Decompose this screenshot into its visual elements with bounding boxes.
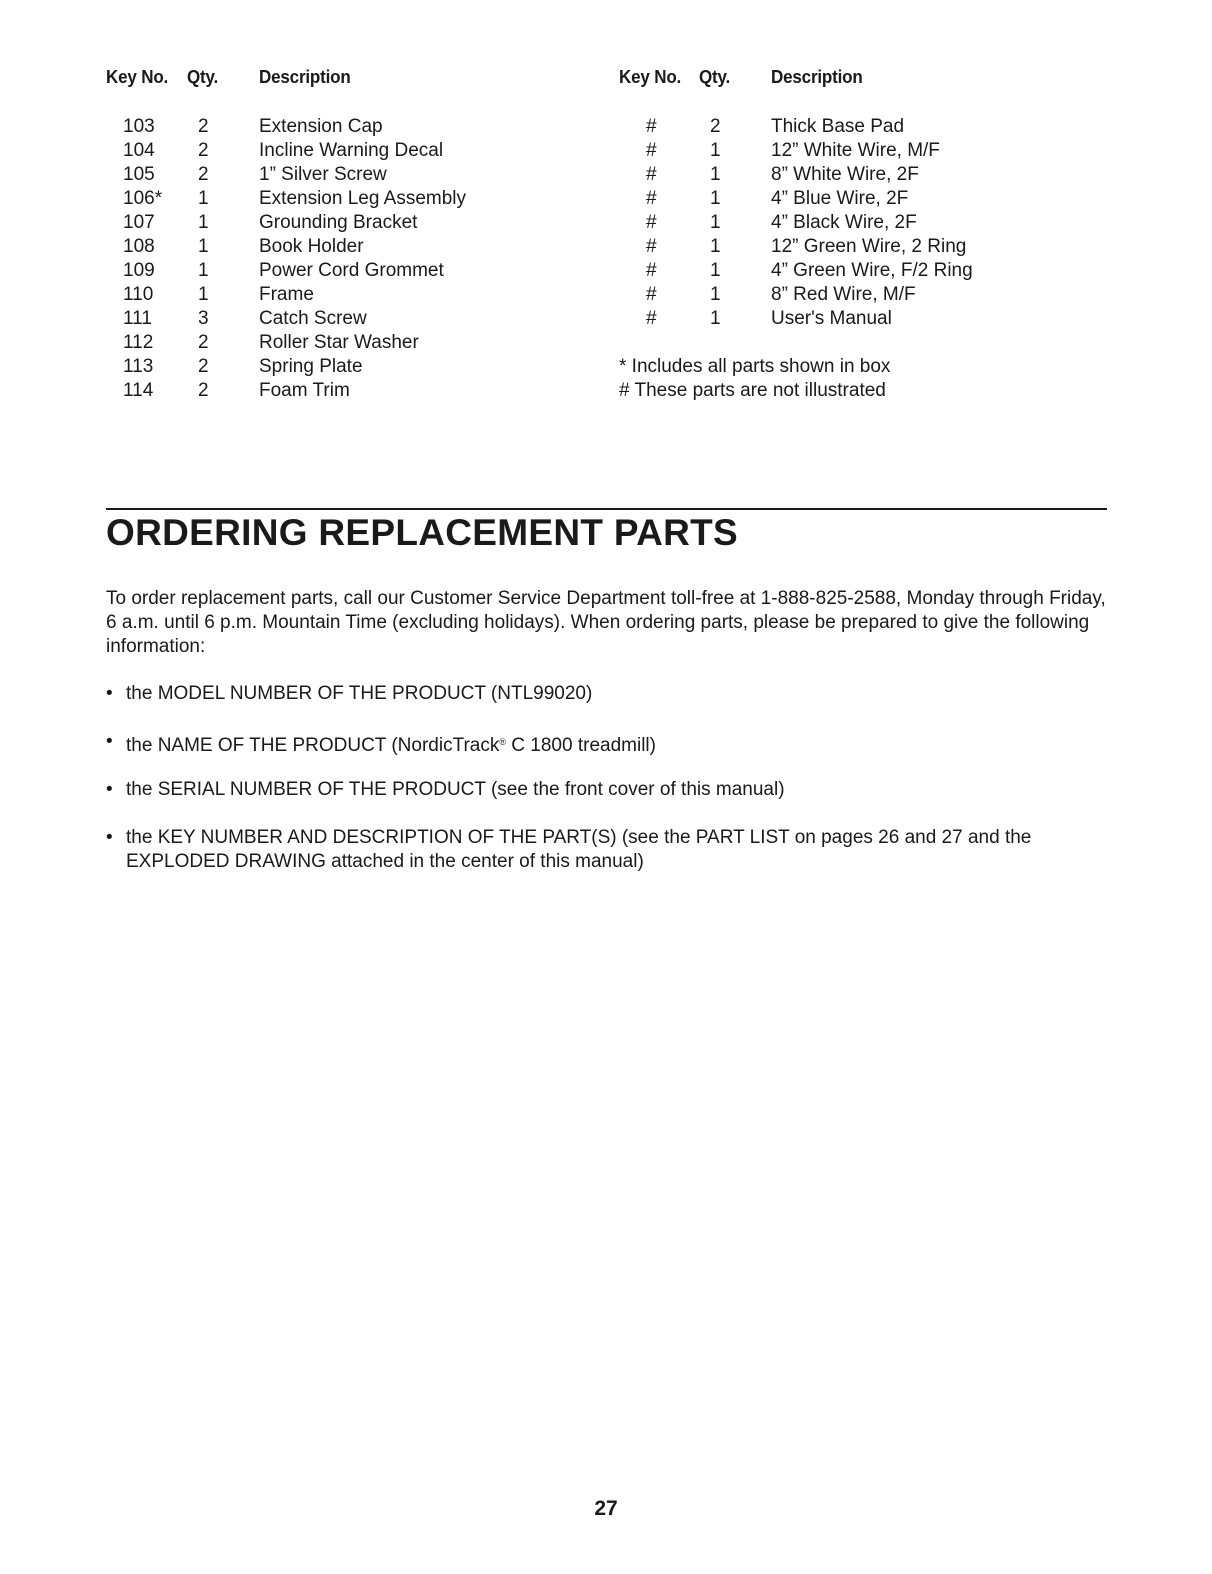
part-description: Power Cord Grommet	[259, 260, 444, 281]
part-description: Roller Star Washer	[259, 332, 419, 353]
list-item-text: the SERIAL NUMBER OF THE PRODUCT (see the front cover of this manual)	[126, 779, 785, 800]
key-number: #	[646, 308, 657, 329]
quantity: 1	[710, 308, 721, 329]
part-description: Spring Plate	[259, 356, 363, 377]
key-number: 108	[123, 236, 155, 257]
key-number: 110	[123, 284, 154, 305]
part-description: 4” Black Wire, 2F	[771, 212, 917, 233]
quantity: 2	[198, 164, 209, 185]
ordering-intro-paragraph: To order replacement parts, call our Customer Service Department toll-free at 1-888-825-2588, Monday through Friday, 6 a.m. until 6 p.m. Mountain Time (excluding holidays). When ordering parts, please be prepared to give the following information:	[106, 588, 1106, 657]
part-description: 4” Green Wire, F/2 Ring	[771, 260, 973, 281]
part-description: 12” White Wire, M/F	[771, 140, 940, 161]
right-header-description: Description	[771, 66, 863, 87]
part-description: Book Holder	[259, 236, 364, 257]
product-name-text: the NAME OF THE PRODUCT (NordicTrack	[126, 735, 500, 756]
part-description: Extension Leg Assembly	[259, 188, 467, 209]
key-number: 111	[123, 308, 152, 329]
quantity: 1	[710, 140, 721, 161]
key-number: #	[646, 140, 657, 161]
key-number: 113	[123, 356, 154, 377]
quantity: 1	[710, 236, 721, 257]
quantity: 1	[198, 260, 209, 281]
left-header-description: Description	[259, 66, 351, 87]
quantity: 3	[198, 308, 209, 329]
section-title: ORDERING REPLACEMENT PARTS	[106, 512, 739, 553]
key-number: 112	[123, 332, 154, 353]
key-number: #	[646, 212, 657, 233]
key-number: #	[646, 236, 657, 257]
right-header-qty: Qty.	[699, 66, 731, 87]
part-description: 12” Green Wire, 2 Ring	[771, 236, 967, 257]
left-header-key: Key No.	[106, 66, 169, 87]
part-description: 8” White Wire, 2F	[771, 164, 919, 185]
bullet-icon: •	[106, 683, 113, 704]
key-number: 103	[123, 116, 155, 137]
quantity: 1	[198, 236, 209, 257]
key-number: #	[646, 116, 657, 137]
quantity: 1	[710, 188, 721, 209]
part-description: 1” Silver Screw	[259, 164, 387, 185]
quantity: 2	[198, 140, 209, 161]
quantity: 1	[710, 164, 721, 185]
quantity: 1	[198, 188, 209, 209]
quantity: 2	[198, 380, 209, 401]
part-description: 8” Red Wire, M/F	[771, 284, 916, 305]
product-model-text: C 1800 treadmill)	[506, 735, 656, 756]
left-header-qty: Qty.	[187, 66, 219, 87]
right-header-key: Key No.	[619, 66, 682, 87]
list-item-text: the KEY NUMBER AND DESCRIPTION OF THE PART(S) (see the PART LIST on pages 26 and 27 and the EXPLODED DRAWING attached in the center of this manual)	[126, 827, 1032, 872]
part-description: Frame	[259, 284, 314, 305]
bullet-icon: •	[106, 779, 113, 800]
quantity: 2	[198, 116, 209, 137]
quantity: 1	[710, 212, 721, 233]
part-description: 4” Blue Wire, 2F	[771, 188, 909, 209]
quantity: 2	[198, 332, 209, 353]
part-description: Thick Base Pad	[771, 116, 905, 137]
part-description: Grounding Bracket	[259, 212, 418, 233]
part-description: Extension Cap	[259, 116, 383, 137]
quantity: 1	[710, 284, 721, 305]
list-item-text	[126, 730, 1086, 758]
quantity: 1	[198, 212, 209, 233]
key-number: 107	[123, 212, 155, 233]
part-description: User's Manual	[771, 308, 892, 329]
quantity: 2	[710, 116, 721, 137]
registered-mark: ®	[499, 737, 507, 747]
key-number: #	[646, 164, 657, 185]
part-description: Foam Trim	[259, 380, 350, 401]
list-item-text: the MODEL NUMBER OF THE PRODUCT (NTL99020)	[126, 683, 593, 704]
key-number: 114	[123, 380, 154, 401]
key-number: 109	[123, 260, 155, 281]
footnote-asterisk: * Includes all parts shown in box	[619, 356, 891, 377]
bullet-icon: •	[106, 731, 113, 752]
quantity: 1	[198, 284, 209, 305]
quantity: 2	[198, 356, 209, 377]
key-number: #	[646, 188, 657, 209]
key-number: 104	[123, 140, 155, 161]
quantity: 1	[710, 260, 721, 281]
part-description: Catch Screw	[259, 308, 367, 329]
page-number: 27	[594, 1497, 618, 1520]
footnote-hash: # These parts are not illustrated	[619, 380, 886, 401]
key-number: #	[646, 284, 657, 305]
key-number: 105	[123, 164, 155, 185]
key-number: 106*	[123, 188, 163, 209]
section-divider	[106, 508, 1107, 510]
part-description: Incline Warning Decal	[259, 140, 444, 161]
bullet-icon: •	[106, 827, 113, 848]
key-number: #	[646, 260, 657, 281]
